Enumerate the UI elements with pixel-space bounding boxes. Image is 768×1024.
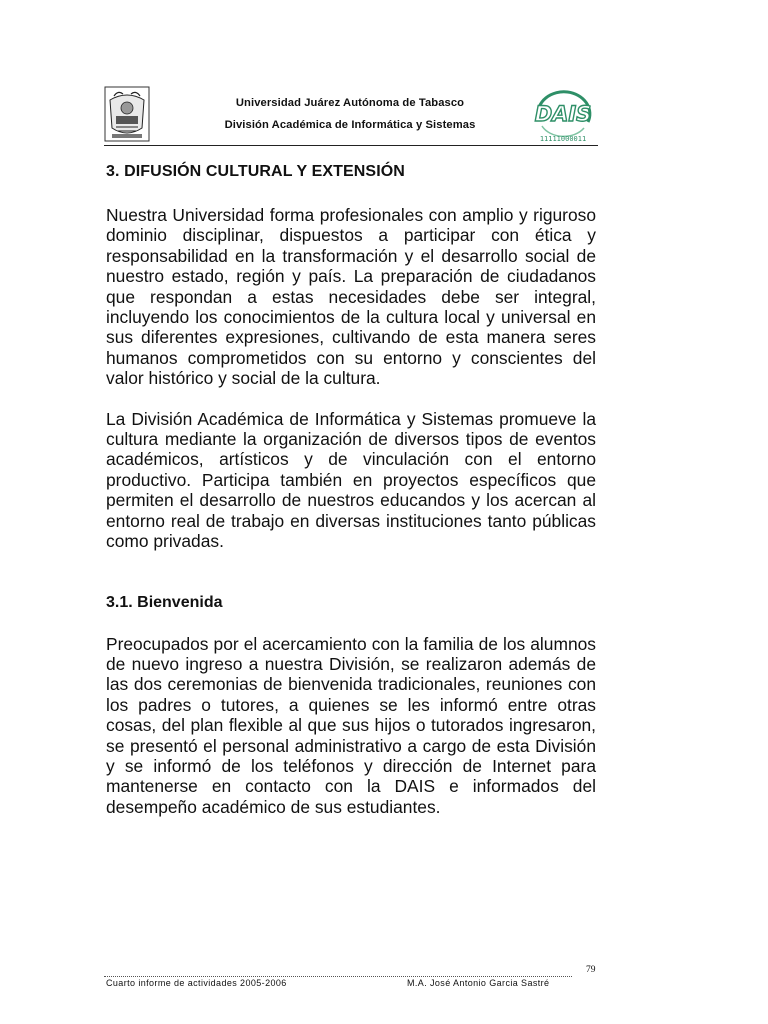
footer-divider [104,976,572,977]
dais-logo-digits: 11111000011 [539,135,587,143]
header-divider [104,145,598,146]
footer-report-title: Cuarto informe de actividades 2005-2006 [106,978,287,988]
section-paragraph-1: Nuestra Universidad forma profesionales con amplio y riguroso dominio disciplinar, dispuestos a participar con ética y responsabilidad en la transformación y el desarrollo social de nuestro estado, región y país. La preparación de ciudadanos que respondan a estas necesidades debe ser integral, incluyendo los conocimientos de la cultura local y universal en sus diferentes expresiones, cultivando de esta manera seres humanos comprometidos con su entorno y conscientes del valor histórico y social de la cultura. [106,205,596,389]
dais-logo-text: DAIS [534,102,592,126]
main-content [106,163,596,817]
subsection-paragraph: Preocupados por el acercamiento con la familia de los alumnos de nuevo ingreso a nuestra División, se realizaron además de las dos ceremonias de bienvenida tradicionales, reuniones con los padres o tutores, a quienes se les informó entre otras cosas, del plan flexible al que sus hijos o tutorados ingresaron, se presentó el personal administrativo a cargo de esta División y se informó de los teléfonos y dirección de Internet para mantenerse en contacto con la DAIS e informados del desempeño académico de sus estudiantes. [106,633,596,817]
division-name: División Académica de Informática y Sistemas [224,119,476,131]
footer-author: M.A. José Antonio Garcia Sastré [407,978,550,988]
dais-logo-icon [532,86,594,146]
section-paragraph-2: La División Académica de Informática y Sistemas promueve la cultura mediante la organización de diversos tipos de eventos académicos, artísticos y de vinculación con el entorno productivo. Participa también en proyectos específicos que permiten el desarrollo de nuestros educandos y los acercan al entorno real de trabajo en diversas instituciones tanto públicas como privadas. [106,408,596,552]
university-name: Universidad Juárez Autónoma de Tabasco [235,97,465,109]
section-title: 3. DIFUSIÓN CULTURAL Y EXTENSIÓN [106,163,405,180]
page-header [0,0,768,150]
subsection-title: 3.1. Bienvenida [106,593,223,611]
page-number: 79 [586,965,596,975]
university-crest-icon [104,86,150,142]
